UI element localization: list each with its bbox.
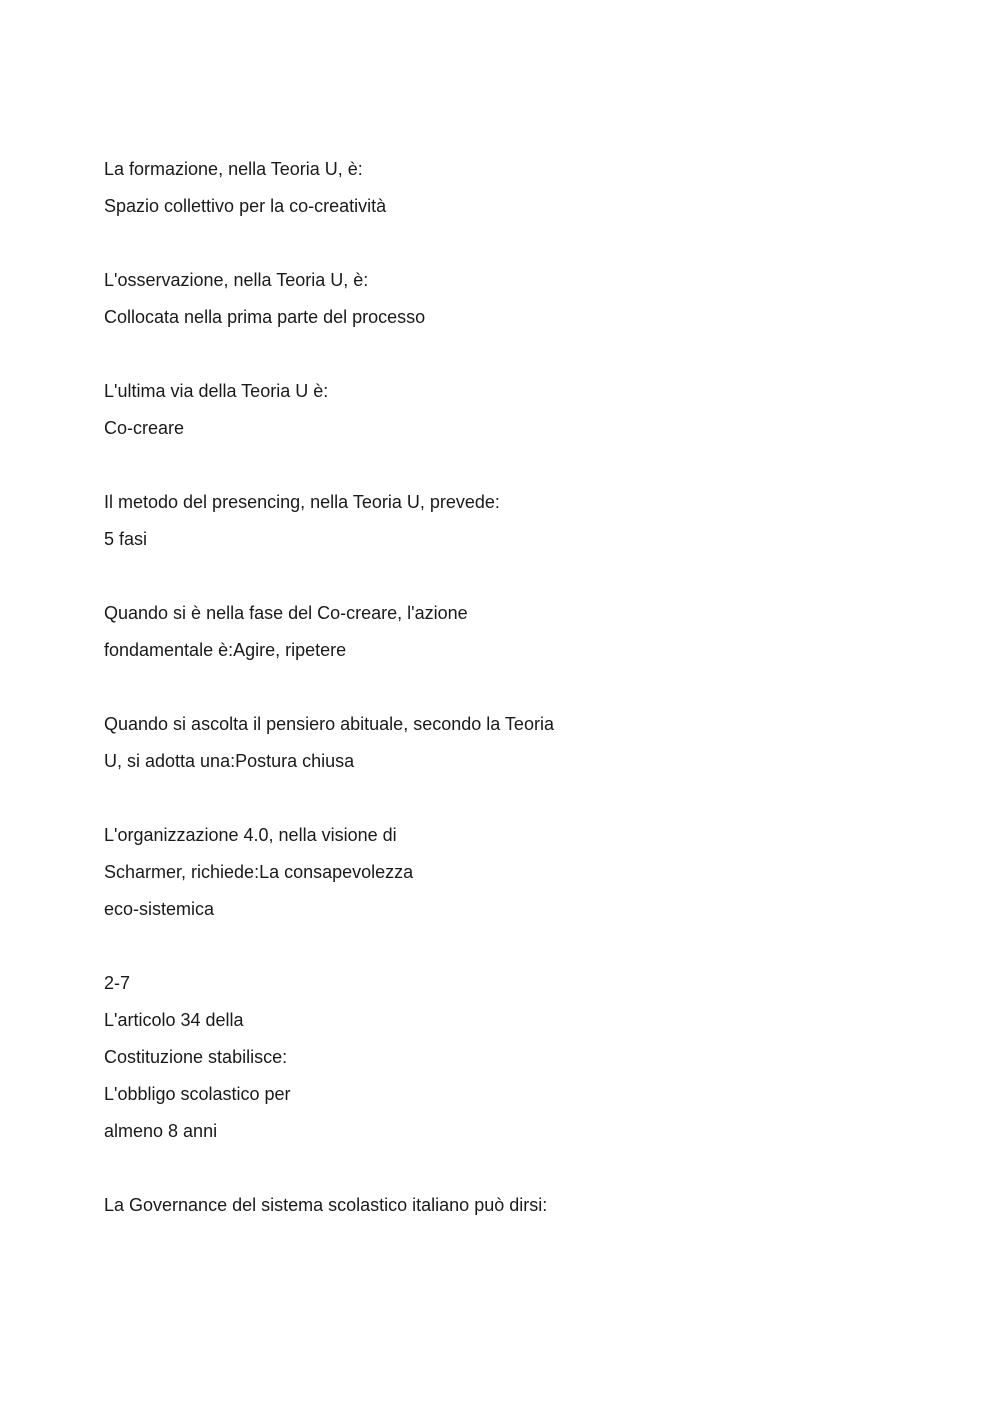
blank-line	[104, 673, 904, 710]
answer-line: U, si adotta una:Postura chiusa	[104, 751, 355, 771]
page-range-label: 2-7	[104, 973, 131, 993]
question-line: Il metodo del presencing, nella Teoria U, prevede:	[104, 492, 500, 512]
question-line: L'ultima via della Teoria U è:	[104, 381, 329, 401]
question-line: Quando si ascolta il pensiero abituale, secondo la Teoria	[104, 714, 554, 734]
answer-line: eco-sistemica	[104, 899, 215, 919]
blank-line	[104, 451, 904, 488]
answer-line: L'obbligo scolastico per	[104, 1084, 291, 1104]
question-line: La Governance del sistema scolastico italiano può dirsi:	[104, 1195, 548, 1215]
question-line: Quando si è nella fase del Co-creare, l'azione	[104, 603, 468, 623]
answer-line: Collocata nella prima parte del processo	[104, 307, 426, 327]
answer-line: Scharmer, richiede:La consapevolezza	[104, 862, 414, 882]
blank-line	[104, 229, 904, 266]
document-body	[104, 155, 904, 1228]
answer-line: fondamentale è:Agire, ripetere	[104, 640, 347, 660]
question-line: L'osservazione, nella Teoria U, è:	[104, 270, 369, 290]
blank-line	[104, 340, 904, 377]
question-line: L'articolo 34 della	[104, 1010, 244, 1030]
answer-line: 5 fasi	[104, 529, 148, 549]
answer-line: Co-creare	[104, 418, 185, 438]
blank-line	[104, 784, 904, 821]
question-line: L'organizzazione 4.0, nella visione di	[104, 825, 397, 845]
answer-line: almeno 8 anni	[104, 1121, 218, 1141]
blank-line	[104, 932, 904, 969]
blank-line	[104, 1154, 904, 1191]
answer-line: Spazio collettivo per la co-creatività	[104, 196, 387, 216]
blank-line	[104, 562, 904, 599]
question-line: Costituzione stabilisce:	[104, 1047, 288, 1067]
question-line: La formazione, nella Teoria U, è:	[104, 159, 363, 179]
